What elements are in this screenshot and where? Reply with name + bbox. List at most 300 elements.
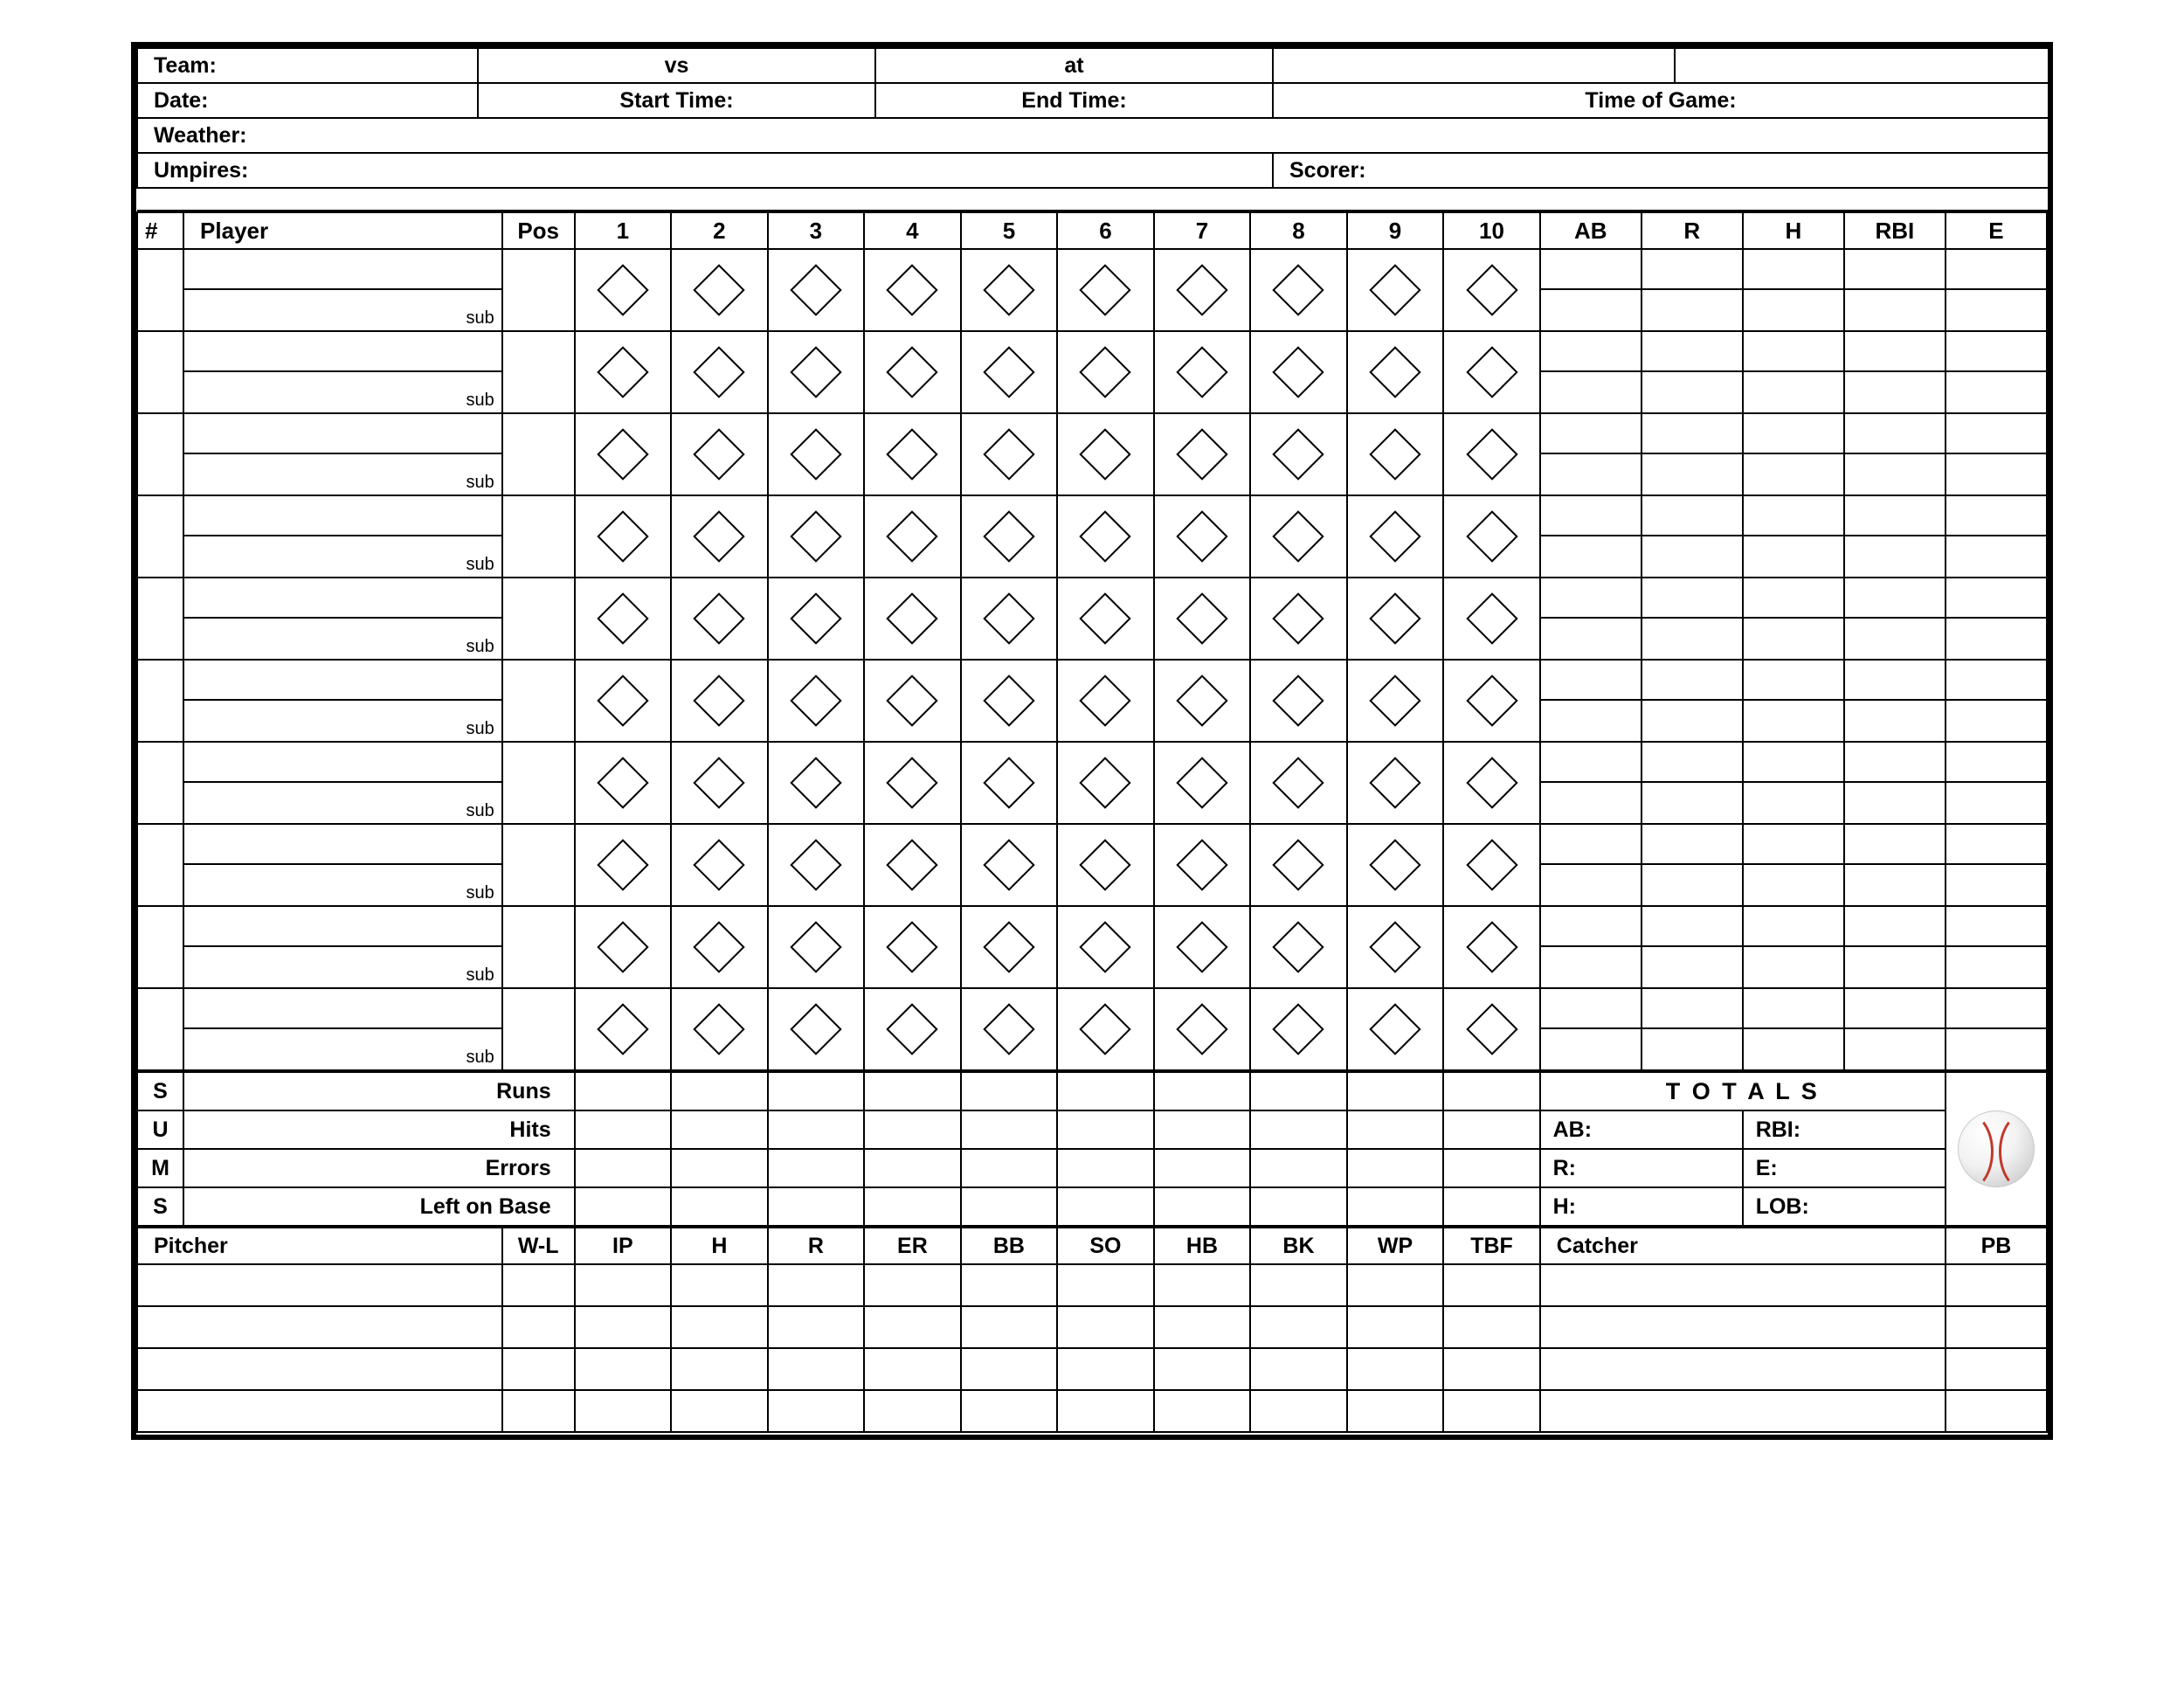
sums-inning-cell[interactable] — [1250, 1187, 1347, 1226]
inning-cell[interactable] — [671, 495, 768, 578]
sums-inning-cell[interactable] — [671, 1110, 768, 1149]
inning-cell[interactable] — [575, 824, 672, 906]
sums-inning-cell[interactable] — [1347, 1110, 1444, 1149]
inning-cell[interactable] — [1347, 660, 1444, 742]
stat-cell[interactable] — [1743, 782, 1844, 824]
sums-inning-cell[interactable] — [1250, 1149, 1347, 1187]
inning-cell[interactable] — [1250, 988, 1347, 1070]
lineup-sub-cell[interactable] — [183, 864, 502, 906]
inning-cell[interactable] — [961, 824, 1058, 906]
inning-cell[interactable] — [1250, 906, 1347, 988]
stat-cell[interactable] — [1844, 331, 1946, 371]
pitching-cell[interactable] — [137, 1348, 502, 1390]
totals-field[interactable]: H: — [1540, 1187, 1743, 1226]
pitching-cell[interactable] — [961, 1264, 1058, 1306]
lineup-number-cell[interactable] — [137, 578, 183, 660]
lineup-player-cell[interactable] — [183, 249, 502, 289]
stat-cell[interactable] — [1844, 946, 1946, 988]
sums-inning-cell[interactable] — [1347, 1187, 1444, 1226]
pitching-cell[interactable] — [1154, 1306, 1251, 1348]
sums-inning-cell[interactable] — [1057, 1110, 1154, 1149]
pitching-cell[interactable] — [575, 1390, 672, 1432]
stat-cell[interactable] — [1540, 371, 1641, 413]
pitching-cell[interactable] — [864, 1264, 961, 1306]
stat-cell[interactable] — [1946, 618, 2047, 660]
inning-cell[interactable] — [768, 988, 865, 1070]
sums-inning-cell[interactable] — [1250, 1110, 1347, 1149]
lineup-number-cell[interactable] — [137, 988, 183, 1070]
stat-cell[interactable] — [1743, 495, 1844, 536]
inning-cell[interactable] — [961, 413, 1058, 495]
sums-inning-cell[interactable] — [1347, 1072, 1444, 1110]
inning-cell[interactable] — [1443, 906, 1540, 988]
stat-cell[interactable] — [1743, 824, 1844, 864]
sums-inning-cell[interactable] — [961, 1187, 1058, 1226]
stat-cell[interactable] — [1844, 660, 1946, 700]
inning-cell[interactable] — [864, 906, 961, 988]
lineup-player-cell[interactable] — [183, 906, 502, 946]
lineup-sub-cell[interactable] — [183, 782, 502, 824]
stat-cell[interactable] — [1844, 618, 1946, 660]
pitching-cell[interactable] — [1946, 1306, 2047, 1348]
pitching-cell[interactable] — [1057, 1264, 1154, 1306]
inning-cell[interactable] — [671, 660, 768, 742]
stat-cell[interactable] — [1540, 453, 1641, 495]
pitching-cell[interactable] — [1443, 1264, 1540, 1306]
stat-cell[interactable] — [1946, 742, 2047, 782]
inning-cell[interactable] — [768, 660, 865, 742]
stat-cell[interactable] — [1844, 289, 1946, 331]
lineup-player-cell[interactable] — [183, 578, 502, 618]
pitching-cell[interactable] — [1347, 1264, 1444, 1306]
lineup-number-cell[interactable] — [137, 824, 183, 906]
stat-cell[interactable] — [1946, 946, 2047, 988]
inning-cell[interactable] — [1347, 906, 1444, 988]
stat-cell[interactable] — [1540, 700, 1641, 742]
sums-inning-cell[interactable] — [1057, 1187, 1154, 1226]
inning-cell[interactable] — [671, 578, 768, 660]
sums-inning-cell[interactable] — [1443, 1187, 1540, 1226]
inning-cell[interactable] — [864, 578, 961, 660]
sums-inning-cell[interactable] — [1443, 1072, 1540, 1110]
inning-cell[interactable] — [1443, 988, 1540, 1070]
stat-cell[interactable] — [1743, 249, 1844, 289]
inning-cell[interactable] — [961, 495, 1058, 578]
pitching-cell[interactable] — [137, 1306, 502, 1348]
stat-cell[interactable] — [1946, 453, 2047, 495]
inning-cell[interactable] — [1347, 331, 1444, 413]
lineup-pos-cell[interactable] — [502, 413, 575, 495]
stat-cell[interactable] — [1743, 536, 1844, 578]
lineup-pos-cell[interactable] — [502, 988, 575, 1070]
stat-cell[interactable] — [1641, 906, 1743, 946]
stat-cell[interactable] — [1743, 618, 1844, 660]
inning-cell[interactable] — [961, 578, 1058, 660]
inning-cell[interactable] — [961, 742, 1058, 824]
inning-cell[interactable] — [768, 331, 865, 413]
inning-cell[interactable] — [1443, 824, 1540, 906]
inning-cell[interactable] — [671, 249, 768, 331]
inning-cell[interactable] — [575, 660, 672, 742]
pitching-cell[interactable] — [864, 1306, 961, 1348]
totals-field[interactable]: LOB: — [1743, 1187, 1946, 1226]
inning-cell[interactable] — [1057, 988, 1154, 1070]
stat-cell[interactable] — [1641, 578, 1743, 618]
lineup-number-cell[interactable] — [137, 906, 183, 988]
sums-inning-cell[interactable] — [1057, 1072, 1154, 1110]
stat-cell[interactable] — [1946, 371, 2047, 413]
inning-cell[interactable] — [1057, 824, 1154, 906]
inning-cell[interactable] — [575, 578, 672, 660]
stat-cell[interactable] — [1946, 700, 2047, 742]
stat-cell[interactable] — [1540, 289, 1641, 331]
inning-cell[interactable] — [1250, 413, 1347, 495]
sums-inning-cell[interactable] — [1057, 1149, 1154, 1187]
sums-inning-cell[interactable] — [1443, 1110, 1540, 1149]
stat-cell[interactable] — [1540, 824, 1641, 864]
stat-cell[interactable] — [1540, 618, 1641, 660]
pitching-cell[interactable] — [1057, 1348, 1154, 1390]
inning-cell[interactable] — [1057, 249, 1154, 331]
pitching-cell[interactable] — [671, 1264, 768, 1306]
inning-cell[interactable] — [1443, 413, 1540, 495]
stat-cell[interactable] — [1844, 742, 1946, 782]
stat-cell[interactable] — [1540, 578, 1641, 618]
sums-inning-cell[interactable] — [864, 1149, 961, 1187]
inning-cell[interactable] — [1154, 495, 1251, 578]
inning-cell[interactable] — [1347, 742, 1444, 824]
stat-cell[interactable] — [1844, 700, 1946, 742]
lineup-sub-cell[interactable] — [183, 1028, 502, 1070]
stat-cell[interactable] — [1540, 331, 1641, 371]
pitching-cell[interactable] — [1154, 1390, 1251, 1432]
pitching-cell[interactable] — [1250, 1348, 1347, 1390]
pitching-cell[interactable] — [575, 1306, 672, 1348]
lineup-number-cell[interactable] — [137, 249, 183, 331]
stat-cell[interactable] — [1540, 495, 1641, 536]
sums-inning-cell[interactable] — [768, 1187, 865, 1226]
stat-cell[interactable] — [1743, 289, 1844, 331]
pitching-cell[interactable] — [1057, 1390, 1154, 1432]
pitching-cell[interactable] — [961, 1306, 1058, 1348]
sums-inning-cell[interactable] — [1154, 1149, 1251, 1187]
stat-cell[interactable] — [1641, 413, 1743, 453]
sums-inning-cell[interactable] — [768, 1072, 865, 1110]
stat-cell[interactable] — [1844, 536, 1946, 578]
stat-cell[interactable] — [1641, 742, 1743, 782]
lineup-player-cell[interactable] — [183, 331, 502, 371]
stat-cell[interactable] — [1641, 700, 1743, 742]
stat-cell[interactable] — [1540, 249, 1641, 289]
stat-cell[interactable] — [1743, 413, 1844, 453]
sums-inning-cell[interactable] — [1250, 1072, 1347, 1110]
stat-cell[interactable] — [1844, 988, 1946, 1028]
pitching-cell[interactable] — [1057, 1306, 1154, 1348]
lineup-number-cell[interactable] — [137, 495, 183, 578]
inning-cell[interactable] — [1250, 331, 1347, 413]
totals-field[interactable]: RBI: — [1743, 1110, 1946, 1149]
inning-cell[interactable] — [575, 331, 672, 413]
stat-cell[interactable] — [1641, 782, 1743, 824]
lineup-sub-cell[interactable] — [183, 371, 502, 413]
stat-cell[interactable] — [1946, 660, 2047, 700]
inning-cell[interactable] — [1443, 660, 1540, 742]
stat-cell[interactable] — [1743, 660, 1844, 700]
lineup-pos-cell[interactable] — [502, 742, 575, 824]
lineup-player-cell[interactable] — [183, 824, 502, 864]
stat-cell[interactable] — [1641, 864, 1743, 906]
pitching-cell[interactable] — [1250, 1264, 1347, 1306]
pitching-cell[interactable] — [768, 1306, 865, 1348]
inning-cell[interactable] — [768, 578, 865, 660]
pitching-cell[interactable] — [671, 1390, 768, 1432]
totals-field[interactable]: R: — [1540, 1149, 1743, 1187]
inning-cell[interactable] — [864, 249, 961, 331]
lineup-sub-cell[interactable] — [183, 289, 502, 331]
pitching-cell[interactable] — [864, 1348, 961, 1390]
stat-cell[interactable] — [1844, 1028, 1946, 1070]
pitching-cell[interactable] — [575, 1264, 672, 1306]
inning-cell[interactable] — [961, 906, 1058, 988]
stat-cell[interactable] — [1540, 413, 1641, 453]
lineup-pos-cell[interactable] — [502, 660, 575, 742]
inning-cell[interactable] — [1154, 742, 1251, 824]
inning-cell[interactable] — [1154, 906, 1251, 988]
inning-cell[interactable] — [1057, 495, 1154, 578]
stat-cell[interactable] — [1844, 413, 1946, 453]
pitching-cell[interactable] — [1250, 1306, 1347, 1348]
stat-cell[interactable] — [1540, 782, 1641, 824]
pitching-cell[interactable] — [768, 1390, 865, 1432]
stat-cell[interactable] — [1844, 371, 1946, 413]
stat-cell[interactable] — [1743, 578, 1844, 618]
inning-cell[interactable] — [1154, 331, 1251, 413]
stat-cell[interactable] — [1844, 578, 1946, 618]
inning-cell[interactable] — [768, 824, 865, 906]
stat-cell[interactable] — [1743, 946, 1844, 988]
sums-inning-cell[interactable] — [864, 1072, 961, 1110]
sums-inning-cell[interactable] — [575, 1149, 672, 1187]
pitching-cell[interactable] — [137, 1264, 502, 1306]
inning-cell[interactable] — [1443, 742, 1540, 824]
pitching-cell[interactable] — [502, 1264, 575, 1306]
inning-cell[interactable] — [1250, 824, 1347, 906]
sums-inning-cell[interactable] — [575, 1110, 672, 1149]
inning-cell[interactable] — [1057, 578, 1154, 660]
stat-cell[interactable] — [1641, 371, 1743, 413]
inning-cell[interactable] — [1154, 578, 1251, 660]
inning-cell[interactable] — [1443, 495, 1540, 578]
stat-cell[interactable] — [1641, 289, 1743, 331]
stat-cell[interactable] — [1540, 988, 1641, 1028]
stat-cell[interactable] — [1743, 742, 1844, 782]
inning-cell[interactable] — [575, 906, 672, 988]
inning-cell[interactable] — [575, 988, 672, 1070]
stat-cell[interactable] — [1743, 453, 1844, 495]
sums-inning-cell[interactable] — [1154, 1110, 1251, 1149]
stat-cell[interactable] — [1743, 988, 1844, 1028]
lineup-sub-cell[interactable] — [183, 946, 502, 988]
stat-cell[interactable] — [1946, 331, 2047, 371]
lineup-sub-cell[interactable] — [183, 453, 502, 495]
inning-cell[interactable] — [768, 249, 865, 331]
inning-cell[interactable] — [961, 249, 1058, 331]
stat-cell[interactable] — [1641, 660, 1743, 700]
stat-cell[interactable] — [1946, 289, 2047, 331]
inning-cell[interactable] — [1347, 578, 1444, 660]
inning-cell[interactable] — [768, 413, 865, 495]
stat-cell[interactable] — [1946, 578, 2047, 618]
stat-cell[interactable] — [1743, 1028, 1844, 1070]
inning-cell[interactable] — [1250, 578, 1347, 660]
pitching-cell[interactable] — [137, 1390, 502, 1432]
inning-cell[interactable] — [1250, 660, 1347, 742]
inning-cell[interactable] — [671, 331, 768, 413]
sums-inning-cell[interactable] — [864, 1187, 961, 1226]
lineup-player-cell[interactable] — [183, 988, 502, 1028]
pitching-cell[interactable] — [1154, 1348, 1251, 1390]
inning-cell[interactable] — [575, 495, 672, 578]
inning-cell[interactable] — [1347, 249, 1444, 331]
stat-cell[interactable] — [1641, 946, 1743, 988]
inning-cell[interactable] — [864, 331, 961, 413]
inning-cell[interactable] — [1443, 578, 1540, 660]
pitching-cell[interactable] — [671, 1306, 768, 1348]
inning-cell[interactable] — [671, 742, 768, 824]
pitching-cell[interactable] — [1946, 1390, 2047, 1432]
pitching-cell[interactable] — [1540, 1306, 1946, 1348]
sums-inning-cell[interactable] — [671, 1149, 768, 1187]
stat-cell[interactable] — [1540, 660, 1641, 700]
stat-cell[interactable] — [1844, 782, 1946, 824]
stat-cell[interactable] — [1743, 906, 1844, 946]
inning-cell[interactable] — [864, 495, 961, 578]
lineup-pos-cell[interactable] — [502, 249, 575, 331]
stat-cell[interactable] — [1844, 824, 1946, 864]
stat-cell[interactable] — [1946, 536, 2047, 578]
stat-cell[interactable] — [1540, 864, 1641, 906]
stat-cell[interactable] — [1844, 495, 1946, 536]
inning-cell[interactable] — [575, 413, 672, 495]
stat-cell[interactable] — [1743, 864, 1844, 906]
lineup-number-cell[interactable] — [137, 331, 183, 413]
inning-cell[interactable] — [768, 906, 865, 988]
pitching-cell[interactable] — [1540, 1348, 1946, 1390]
inning-cell[interactable] — [1057, 660, 1154, 742]
inning-cell[interactable] — [864, 413, 961, 495]
lineup-sub-cell[interactable] — [183, 618, 502, 660]
stat-cell[interactable] — [1844, 864, 1946, 906]
inning-cell[interactable] — [768, 495, 865, 578]
stat-cell[interactable] — [1641, 618, 1743, 660]
inning-cell[interactable] — [575, 249, 672, 331]
pitching-cell[interactable] — [1540, 1264, 1946, 1306]
stat-cell[interactable] — [1743, 331, 1844, 371]
pitching-cell[interactable] — [502, 1348, 575, 1390]
stat-cell[interactable] — [1743, 371, 1844, 413]
stat-cell[interactable] — [1641, 495, 1743, 536]
stat-cell[interactable] — [1641, 988, 1743, 1028]
inning-cell[interactable] — [768, 742, 865, 824]
sums-inning-cell[interactable] — [1154, 1187, 1251, 1226]
inning-cell[interactable] — [1250, 249, 1347, 331]
inning-cell[interactable] — [671, 906, 768, 988]
stat-cell[interactable] — [1946, 824, 2047, 864]
lineup-number-cell[interactable] — [137, 660, 183, 742]
lineup-pos-cell[interactable] — [502, 331, 575, 413]
lineup-number-cell[interactable] — [137, 413, 183, 495]
stat-cell[interactable] — [1946, 1028, 2047, 1070]
pitching-cell[interactable] — [1154, 1264, 1251, 1306]
sums-inning-cell[interactable] — [768, 1110, 865, 1149]
stat-cell[interactable] — [1946, 906, 2047, 946]
stat-cell[interactable] — [1641, 824, 1743, 864]
lineup-pos-cell[interactable] — [502, 824, 575, 906]
pitching-cell[interactable] — [961, 1390, 1058, 1432]
stat-cell[interactable] — [1844, 906, 1946, 946]
stat-cell[interactable] — [1946, 413, 2047, 453]
pitching-cell[interactable] — [768, 1264, 865, 1306]
sums-inning-cell[interactable] — [864, 1110, 961, 1149]
pitching-cell[interactable] — [502, 1390, 575, 1432]
stat-cell[interactable] — [1946, 782, 2047, 824]
inning-cell[interactable] — [1057, 906, 1154, 988]
pitching-cell[interactable] — [1250, 1390, 1347, 1432]
inning-cell[interactable] — [1443, 331, 1540, 413]
stat-cell[interactable] — [1641, 1028, 1743, 1070]
stat-cell[interactable] — [1743, 700, 1844, 742]
pitching-cell[interactable] — [864, 1390, 961, 1432]
inning-cell[interactable] — [864, 824, 961, 906]
inning-cell[interactable] — [864, 988, 961, 1070]
pitching-cell[interactable] — [575, 1348, 672, 1390]
inning-cell[interactable] — [1057, 742, 1154, 824]
stat-cell[interactable] — [1540, 536, 1641, 578]
inning-cell[interactable] — [1057, 413, 1154, 495]
stat-cell[interactable] — [1641, 331, 1743, 371]
lineup-pos-cell[interactable] — [502, 906, 575, 988]
totals-field[interactable]: E: — [1743, 1149, 1946, 1187]
inning-cell[interactable] — [864, 742, 961, 824]
sums-inning-cell[interactable] — [1347, 1149, 1444, 1187]
sums-inning-cell[interactable] — [671, 1072, 768, 1110]
inning-cell[interactable] — [1443, 249, 1540, 331]
inning-cell[interactable] — [671, 988, 768, 1070]
stat-cell[interactable] — [1540, 946, 1641, 988]
pitching-cell[interactable] — [671, 1348, 768, 1390]
lineup-player-cell[interactable] — [183, 413, 502, 453]
totals-field[interactable]: AB: — [1540, 1110, 1743, 1149]
pitching-cell[interactable] — [768, 1348, 865, 1390]
inning-cell[interactable] — [961, 331, 1058, 413]
lineup-sub-cell[interactable] — [183, 700, 502, 742]
lineup-player-cell[interactable] — [183, 742, 502, 782]
pitching-cell[interactable] — [1946, 1348, 2047, 1390]
inning-cell[interactable] — [575, 742, 672, 824]
stat-cell[interactable] — [1844, 249, 1946, 289]
sums-inning-cell[interactable] — [768, 1149, 865, 1187]
lineup-sub-cell[interactable] — [183, 536, 502, 578]
sums-inning-cell[interactable] — [961, 1072, 1058, 1110]
lineup-number-cell[interactable] — [137, 742, 183, 824]
inning-cell[interactable] — [1347, 824, 1444, 906]
sums-inning-cell[interactable] — [1154, 1072, 1251, 1110]
stat-cell[interactable] — [1540, 1028, 1641, 1070]
inning-cell[interactable] — [671, 413, 768, 495]
stat-cell[interactable] — [1946, 988, 2047, 1028]
inning-cell[interactable] — [1154, 249, 1251, 331]
pitching-cell[interactable] — [1347, 1390, 1444, 1432]
